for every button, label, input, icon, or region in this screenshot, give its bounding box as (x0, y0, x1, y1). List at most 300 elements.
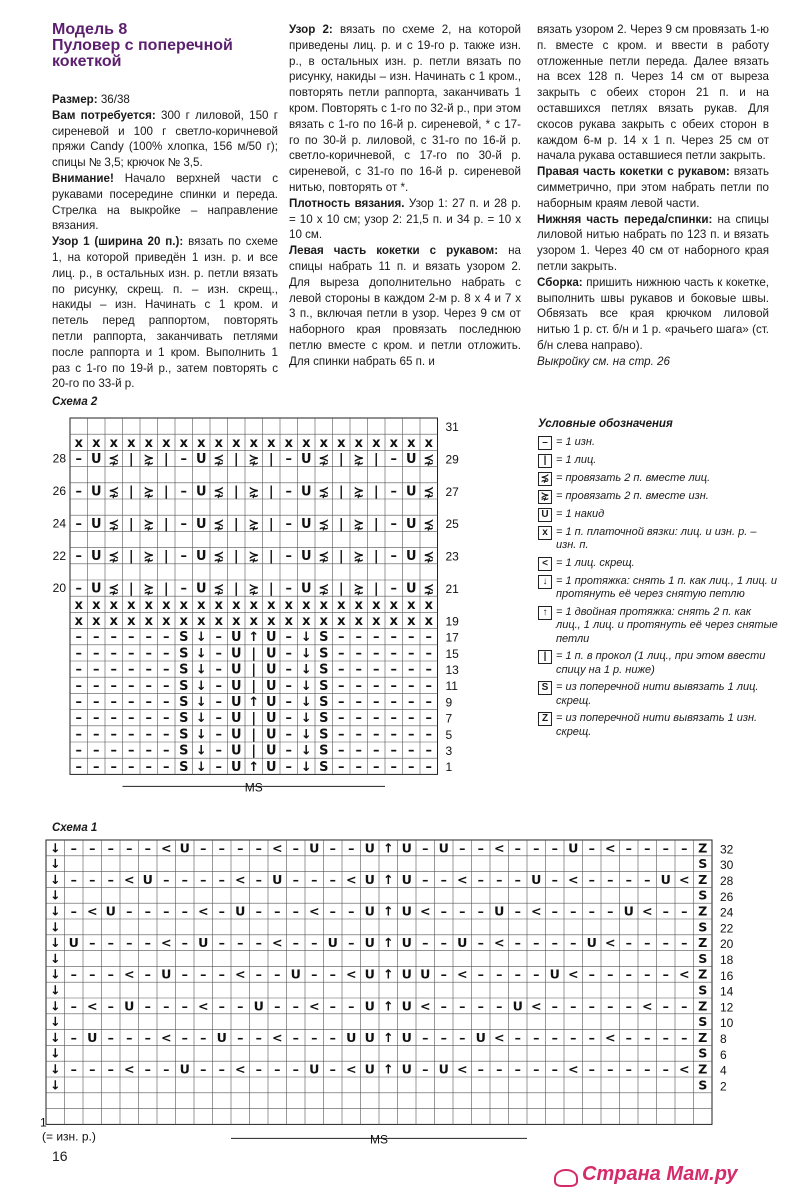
scheme2-cell-symbol: x (337, 614, 346, 630)
scheme1-cell-symbol: – (440, 935, 447, 951)
scheme1-cell-symbol: U (272, 871, 283, 887)
scheme1-cell-symbol: S (698, 919, 708, 935)
scheme1-cell-symbol: – (570, 903, 577, 919)
scheme2-cell-symbol: ⋨ (423, 549, 435, 565)
scheme2-cell-symbol: S (319, 662, 329, 678)
scheme2-cell-symbol: – (408, 630, 415, 646)
scheme2-cell-symbol: – (145, 727, 152, 743)
legend-symbol-icon: S (538, 681, 552, 695)
scheme2-cell-symbol: – (215, 727, 222, 743)
text-column-3 (537, 22, 769, 370)
scheme2-cell-symbol: U (300, 516, 312, 532)
scheme1-cell-symbol: – (625, 840, 632, 856)
scheme2-cell-symbol: – (75, 581, 82, 597)
scheme2-cell-symbol: x (109, 435, 118, 451)
scheme2-cell-symbol: x (92, 435, 101, 451)
legend-text: = 1 изн. (556, 435, 595, 448)
scheme2-cell-symbol: U (90, 516, 102, 532)
scheme1-cell-symbol: U (364, 840, 375, 856)
scheme2-cell-symbol: ⋩ (353, 452, 365, 468)
paragraph (537, 164, 769, 211)
scheme2-cell-symbol: – (390, 549, 397, 565)
scheme1-cell-symbol: – (200, 1029, 207, 1045)
scheme2-cell-symbol: x (144, 597, 153, 613)
scheme2-cell-symbol: – (93, 711, 100, 727)
scheme2-cell-symbol: x (127, 435, 136, 451)
scheme1-cell-symbol: – (70, 840, 77, 856)
scheme1-cell-symbol: U (142, 871, 153, 887)
scheme2-cell-symbol: – (373, 711, 380, 727)
scheme2-cell-symbol: x (214, 614, 223, 630)
scheme1-cell-symbol: – (681, 998, 688, 1014)
scheme2-cell-symbol: | (338, 452, 344, 468)
scheme2-cell-symbol: ↓ (195, 759, 207, 775)
legend-text: = 1 п. платочной вязки: лиц. и изн. р. – изн. п. (556, 525, 757, 551)
scheme1-cell-symbol: Z (698, 840, 708, 856)
scheme1-cell-symbol: < (197, 903, 209, 919)
scheme2-cell-symbol: U (265, 646, 277, 662)
legend-item (538, 650, 778, 677)
scheme2-cell-symbol: – (390, 581, 397, 597)
scheme2-row-number: 23 (445, 549, 459, 564)
scheme2-cell-symbol: – (408, 727, 415, 743)
scheme2-cell-symbol: | (233, 549, 239, 565)
scheme1-cell-symbol: – (255, 1029, 262, 1045)
scheme2-cell-symbol: S (319, 727, 329, 743)
scheme2-cell-symbol: ⋨ (213, 516, 225, 532)
scheme1-cell-symbol: < (567, 966, 579, 982)
scheme2-cell-symbol: x (267, 435, 276, 451)
scheme2-cell-symbol: – (93, 678, 100, 694)
scheme2-cell-symbol: – (285, 662, 292, 678)
scheme2-cell-symbol: – (110, 630, 117, 646)
legend-text: = 1 лиц. скрещ. (556, 556, 635, 569)
scheme2-cell-symbol: U (230, 646, 242, 662)
model-name: Пуловер с поперечной кокеткой (52, 37, 233, 70)
scheme2-cell-symbol: ⋩ (353, 516, 365, 532)
scheme2-cell-symbol: ⋨ (108, 516, 120, 532)
scheme2-cell-symbol: x (302, 597, 311, 613)
scheme2-cell-symbol: | (251, 711, 257, 727)
scheme1-row-number: 16 (720, 968, 734, 983)
scheme1-cell-symbol: – (218, 935, 225, 951)
scheme2-cell-symbol: – (408, 678, 415, 694)
scheme2-cell-symbol: – (338, 662, 345, 678)
scheme2-cell-symbol: U (230, 662, 242, 678)
scheme1-cell-symbol: ↓ (49, 919, 61, 935)
scheme2-cell-symbol: – (355, 743, 362, 759)
scheme2-cell-symbol: ↓ (300, 630, 312, 646)
scheme1-cell-symbol: – (440, 871, 447, 887)
scheme2-cell-symbol: – (285, 727, 292, 743)
scheme1-cell-symbol: U (364, 1029, 375, 1045)
scheme1-cell-symbol: – (625, 1061, 632, 1077)
scheme2-row-number: 19 (445, 614, 459, 629)
scheme2-cell-symbol: ↓ (300, 695, 312, 711)
scheme2-cell-symbol: – (373, 646, 380, 662)
scheme2-cell-symbol: ↓ (300, 711, 312, 727)
scheme1-cell-symbol: – (237, 1029, 244, 1045)
legend (538, 418, 778, 743)
legend-item (538, 490, 778, 504)
scheme2-cell-symbol: – (163, 695, 170, 711)
scheme2-cell-symbol: – (110, 695, 117, 711)
scheme1-cell-symbol: – (163, 903, 170, 919)
pattern-reference: Выкройку см. на стр. 26 (537, 354, 670, 368)
legend-item (538, 436, 778, 450)
scheme2-cell-symbol: x (92, 614, 101, 630)
scheme2-cell-symbol: ⋩ (143, 516, 155, 532)
scheme1-cell-symbol: < (160, 840, 172, 856)
scheme1-cell-symbol: < (123, 871, 135, 887)
scheme1-cell-symbol: – (70, 998, 77, 1014)
scheme2-cell-symbol: | (373, 452, 379, 468)
scheme2-cell-symbol: ↑ (248, 630, 260, 646)
scheme1-cell-symbol: U (401, 1029, 412, 1045)
page-title (52, 22, 282, 70)
scheme2-cell-symbol: U (195, 484, 207, 500)
scheme2-cell-symbol: – (338, 646, 345, 662)
scheme2-cell-symbol: U (230, 678, 242, 694)
scheme1-cell-symbol: – (255, 1061, 262, 1077)
scheme2-cell-symbol: – (128, 630, 135, 646)
scheme2-cell-symbol: – (355, 678, 362, 694)
scheme1-cell-symbol: – (625, 998, 632, 1014)
scheme2-cell-symbol: – (75, 646, 82, 662)
legend-symbol-icon: – (538, 436, 552, 450)
paragraph-text: на спицы набрать 11 п. и вязать узором 2. Для выреза дополнительно набрать с левой стороны в каждом 2-м р. 8 х 4 и 7 х 3 п., включая петли в узор. Через 9 см от наборного края провязать последнюю петлю вместе с кром. и петли отложить. Для спинки набрать 65 п. и (289, 244, 521, 368)
scheme1-row-number: 12 (720, 1000, 734, 1015)
paragraph-text: 36/38 (97, 93, 130, 106)
scheme1-cell-symbol: – (496, 871, 503, 887)
scheme2-cell-symbol: U (300, 581, 312, 597)
scheme1-cell-symbol: – (681, 935, 688, 951)
scheme1-cell-symbol: – (89, 871, 96, 887)
scheme2-cell-symbol: – (215, 630, 222, 646)
scheme1-row-number: 14 (720, 984, 734, 999)
scheme2-cell-symbol: – (425, 695, 432, 711)
scheme1-cell-symbol: – (514, 903, 521, 919)
scheme2-cell-symbol: – (93, 727, 100, 743)
scheme1-cell-symbol: < (678, 966, 690, 982)
legend-title: Условные обозначения (538, 418, 673, 430)
scheme2-cell-symbol: S (179, 678, 189, 694)
scheme1-cell-symbol: – (181, 935, 188, 951)
scheme2-cell-symbol: x (144, 614, 153, 630)
scheme1-cell-symbol: Z (698, 1061, 708, 1077)
scheme2-cell-symbol: – (163, 662, 170, 678)
scheme1-cell-symbol: < (234, 966, 246, 982)
scheme2-cell-symbol: ⋩ (143, 549, 155, 565)
scheme2-cell-symbol: ⋩ (143, 484, 155, 500)
scheme2-cell-symbol: ⋨ (108, 549, 120, 565)
scheme1-row-number: 10 (720, 1016, 734, 1031)
scheme2-cell-symbol: | (338, 516, 344, 532)
scheme1-cell-symbol: ↑ (382, 1061, 394, 1077)
scheme1-cell-symbol: < (641, 903, 653, 919)
scheme2-cell-symbol: – (128, 759, 135, 775)
scheme1-cell-symbol: < (308, 998, 320, 1014)
scheme2-cell-symbol: x (372, 435, 381, 451)
scheme1-cell-symbol: U (364, 1061, 375, 1077)
scheme1-cell-symbol: U (235, 903, 246, 919)
legend-symbol-icon: | (538, 454, 552, 468)
scheme2-cell-symbol: – (93, 662, 100, 678)
scheme1-cell-symbol: ↓ (49, 935, 61, 951)
scheme2-cell-symbol: U (405, 581, 417, 597)
scheme2-cell-symbol: – (163, 711, 170, 727)
scheme2-cell-symbol: – (215, 695, 222, 711)
scheme2-cell-symbol: – (75, 662, 82, 678)
scheme1-cell-symbol: – (514, 840, 521, 856)
scheme1-row-number: 4 (720, 1063, 727, 1078)
scheme2-cell-symbol: x (424, 435, 433, 451)
scheme2-row-number-left: 22 (52, 548, 66, 563)
scheme2-cell-symbol: | (338, 549, 344, 565)
paragraph-text: вязать симметрично, при этом набрать петли по наборным краям левой части. (537, 165, 769, 210)
scheme2-cell-symbol: ↓ (300, 662, 312, 678)
scheme1-cell-symbol: – (107, 998, 114, 1014)
scheme1-cell-symbol: U (549, 966, 560, 982)
scheme1-cell-symbol: < (530, 998, 542, 1014)
legend-text: = 1 п. в прокол (1 лиц., при этом ввести спицу на 1 р. ниже) (556, 650, 766, 676)
scheme2-cell-symbol: – (145, 662, 152, 678)
scheme1-cell-symbol: – (107, 966, 114, 982)
scheme2-cell-symbol: x (92, 597, 101, 613)
scheme1-row-number: 2 (720, 1079, 727, 1094)
scheme1-cell-symbol: – (181, 966, 188, 982)
scheme2-row-number: 29 (445, 452, 459, 467)
scheme1-cell-symbol: – (237, 998, 244, 1014)
scheme1-cell-symbol: U (401, 903, 412, 919)
scheme2-cell-symbol: – (425, 759, 432, 775)
scheme2-cell-symbol: | (268, 484, 274, 500)
legend-text: = из поперечной нити вывязать 1 изн. скрещ. (556, 712, 758, 738)
scheme1-cell-symbol: – (218, 871, 225, 887)
scheme1-cell-symbol: – (514, 1061, 521, 1077)
scheme1-cell-symbol: – (292, 871, 299, 887)
scheme2-cell-symbol: ↓ (195, 727, 207, 743)
scheme2-cell-symbol: – (355, 759, 362, 775)
scheme1-cell-symbol: – (533, 840, 540, 856)
scheme1-cell-symbol: ↓ (49, 1029, 61, 1045)
scheme1-row-number: 30 (720, 858, 734, 873)
scheme2-cell-symbol: – (145, 678, 152, 694)
scheme2-row-number: 27 (445, 484, 459, 499)
scheme2-cell-symbol: – (338, 743, 345, 759)
scheme2-cell-symbol: – (93, 759, 100, 775)
scheme1-cell-symbol: – (274, 903, 281, 919)
legend-text: = 1 лиц. (556, 453, 597, 466)
scheme2-cell-symbol: x (319, 614, 328, 630)
scheme2-cell-symbol: | (251, 646, 257, 662)
scheme2-cell-symbol: ↓ (195, 711, 207, 727)
scheme1-cell-symbol: – (422, 840, 429, 856)
scheme2-cell-symbol: – (355, 662, 362, 678)
scheme1-cell-symbol: Z (698, 1029, 708, 1045)
scheme2-cell-symbol: x (302, 435, 311, 451)
scheme2-cell-symbol: – (338, 695, 345, 711)
scheme1-cell-symbol: – (218, 903, 225, 919)
scheme2-cell-symbol: – (215, 662, 222, 678)
paragraph (289, 196, 521, 243)
scheme1-cell-symbol: < (197, 998, 209, 1014)
scheme2-row-number-left: 28 (52, 451, 66, 466)
scheme2-cell-symbol: – (373, 695, 380, 711)
scheme1-cell-symbol: – (311, 935, 318, 951)
scheme1-cell-symbol: ↓ (49, 1045, 61, 1061)
scheme2-cell-symbol: – (128, 646, 135, 662)
scheme1-cell-symbol: – (181, 998, 188, 1014)
scheme2-row-number: 21 (445, 581, 459, 596)
scheme1-cell-symbol: ↓ (49, 950, 61, 966)
scheme2-cell-symbol: – (75, 630, 82, 646)
scheme2-cell-symbol: x (197, 614, 206, 630)
scheme2-cell-symbol: – (390, 452, 397, 468)
scheme1-cell-symbol: ↑ (382, 998, 394, 1014)
scheme1-cell-symbol: – (662, 1061, 669, 1077)
scheme2-cell-symbol: x (162, 614, 171, 630)
scheme2-row-number: 15 (445, 646, 459, 661)
scheme1-cell-symbol: < (493, 935, 505, 951)
scheme2-cell-symbol: | (373, 549, 379, 565)
paragraph-text: на спицы лиловой нитью набрать по 123 п. и вязать узором 1. Через 40 см от наборного края петли закрыть. (537, 212, 769, 273)
scheme2-cell-symbol: – (180, 581, 187, 597)
scheme2-cell-symbol: – (373, 727, 380, 743)
scheme1-cell-symbol: – (496, 998, 503, 1014)
scheme2-cell-symbol: – (145, 630, 152, 646)
scheme2-cell-symbol: U (90, 452, 102, 468)
scheme2-cell-symbol: – (338, 630, 345, 646)
scheme2-cell-symbol: – (338, 759, 345, 775)
scheme1-cell-symbol: U (309, 1061, 320, 1077)
scheme1-cell-symbol: – (607, 871, 614, 887)
scheme2-cell-symbol: | (128, 581, 134, 597)
scheme1-cell-symbol: S (698, 887, 708, 903)
scheme2-cell-symbol: ⋨ (423, 484, 435, 500)
scheme2-cell-symbol: – (390, 759, 397, 775)
scheme1-row-number: 22 (720, 921, 734, 936)
scheme1-cell-symbol: – (588, 966, 595, 982)
scheme2-cell-symbol: U (195, 516, 207, 532)
scheme1-cell-symbol: – (607, 1061, 614, 1077)
scheme1-cell-symbol: ↑ (382, 840, 394, 856)
scheme2-cell-symbol: ↓ (195, 646, 207, 662)
scheme2-cell-symbol: x (407, 597, 416, 613)
scheme1-cell-symbol: – (107, 935, 114, 951)
scheme2-cell-symbol: – (163, 678, 170, 694)
scheme1-cell-symbol: – (459, 840, 466, 856)
scheme1-cell-symbol: < (456, 871, 468, 887)
paragraph-heading: Нижняя часть переда/спинки: (537, 212, 713, 226)
scheme1-cell-symbol: ↑ (382, 935, 394, 951)
scheme1-cell-symbol: – (551, 903, 558, 919)
scheme1-cell-symbol: – (459, 903, 466, 919)
scheme2-cell-symbol: – (75, 452, 82, 468)
legend-item (538, 681, 778, 708)
scheme1-cell-symbol: U (623, 903, 634, 919)
legend-text: = 1 протяжка: снять 1 п. как лиц., 1 лиц. и протянуть её через снятую петлю (556, 574, 777, 600)
paragraph-text: Узор 1: 27 п. и 28 р. = 10 х 10 см; узор 2: 21,5 п. и 34 р. = 10 х 10 см. (289, 196, 522, 242)
scheme1-cell-symbol: – (459, 1029, 466, 1045)
scheme1-cell-symbol: – (200, 840, 207, 856)
scheme2-cell-symbol: – (408, 695, 415, 711)
scheme2-row-number: 1 (445, 760, 453, 775)
scheme1-cell-symbol: – (551, 1061, 558, 1077)
scheme2-cell-symbol: ⋨ (423, 452, 435, 468)
scheme2-cell-symbol: U (195, 581, 207, 597)
scheme2-cell-symbol: ⋨ (213, 549, 225, 565)
scheme2-cell-symbol: ⋨ (318, 516, 330, 532)
scheme2-cell-symbol: – (75, 743, 82, 759)
scheme1-cell-symbol: U (105, 903, 116, 919)
scheme1-cell-symbol: < (271, 1029, 283, 1045)
scheme2-cell-symbol: – (390, 678, 397, 694)
scheme2-cell-symbol: U (90, 484, 102, 500)
scheme1-row-number: 6 (720, 1047, 727, 1062)
scheme1-cell-symbol: < (123, 1061, 135, 1077)
scheme2-cell-symbol: S (179, 646, 189, 662)
scheme2-cell-symbol: – (408, 646, 415, 662)
scheme2-cell-symbol: – (285, 630, 292, 646)
scheme2-cell-symbol: – (163, 759, 170, 775)
scheme2-cell-symbol: – (373, 743, 380, 759)
scheme2-cell-symbol: | (251, 678, 257, 694)
scheme1-cell-symbol: – (200, 966, 207, 982)
scheme1-cell-symbol: – (662, 840, 669, 856)
scheme2-cell-symbol: S (179, 711, 189, 727)
paragraph (52, 92, 278, 108)
scheme1-cell-symbol: – (311, 1029, 318, 1045)
scheme2-cell-symbol: x (162, 597, 171, 613)
scheme1-cell-symbol: Z (698, 966, 708, 982)
scheme2-cell-symbol: – (425, 630, 432, 646)
scheme2-cell-symbol: – (145, 759, 152, 775)
scheme2-cell-symbol: ↓ (195, 743, 207, 759)
scheme2-cell-symbol: | (233, 452, 239, 468)
scheme2-cell-symbol: U (300, 452, 312, 468)
scheme2-cell-symbol: x (179, 614, 188, 630)
scheme2-chart (46, 410, 459, 800)
scheme2-cell-symbol: ⋨ (423, 581, 435, 597)
scheme2-cell-symbol: ⋨ (108, 452, 120, 468)
scheme1-cell-symbol: – (163, 871, 170, 887)
paragraph-heading: Сборка: (537, 275, 583, 289)
legend-symbol-icon: ↑ (538, 606, 552, 620)
scheme2-cell-symbol: – (425, 678, 432, 694)
scheme1-cell-symbol: < (567, 1061, 579, 1077)
scheme1-cell-symbol: – (644, 935, 651, 951)
scheme1-cell-symbol: U (364, 998, 375, 1014)
legend-item (538, 575, 778, 602)
paragraph-heading: Левая часть кокетки с рукавом: (289, 244, 499, 258)
scheme2-cell-symbol: x (337, 435, 346, 451)
scheme2-cell-symbol: – (390, 484, 397, 500)
scheme1-cell-symbol: – (477, 966, 484, 982)
scheme2-cell-symbol: – (180, 516, 187, 532)
scheme2-cell-symbol: U (265, 630, 277, 646)
scheme2-cell-symbol: – (75, 711, 82, 727)
scheme2-cell-symbol: U (405, 516, 417, 532)
scheme1-cell-symbol: ↓ (49, 840, 61, 856)
scheme1-cell-symbol: – (681, 840, 688, 856)
scheme2-cell-symbol: – (110, 759, 117, 775)
scheme2-cell-symbol: | (251, 727, 257, 743)
scheme2-cell-symbol: | (373, 516, 379, 532)
scheme1-cell-symbol: < (604, 935, 616, 951)
scheme1-cell-symbol: U (124, 998, 135, 1014)
scheme1-cell-symbol: – (126, 903, 133, 919)
